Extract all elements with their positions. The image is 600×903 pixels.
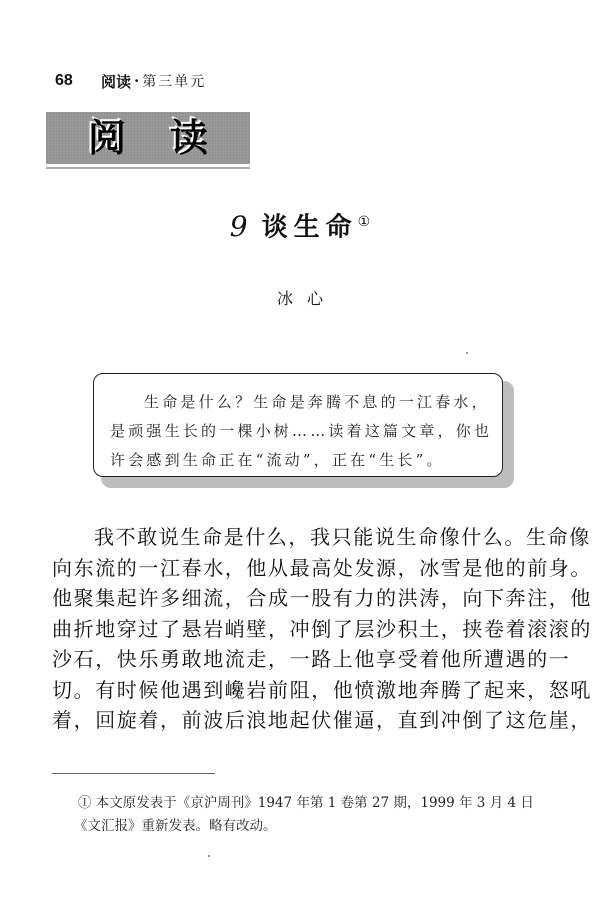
footnote <box>74 792 558 838</box>
footnote-line: 《文汇报》重新发表。略有改动。 <box>74 818 277 834</box>
running-head <box>55 70 206 92</box>
lesson-title-text: 谈生命 <box>261 212 358 243</box>
banner-char: 读 <box>170 116 209 160</box>
running-head-section: 阅读 <box>101 72 132 91</box>
body-line: 向东流的一江春水，他从最高处发源，冰雪是他的前身。 <box>52 555 592 580</box>
body-line: 沙石，快乐勇敢地流走，一路上他享受着他所遭遇的一 <box>52 647 571 671</box>
body-line: 曲折地穿过了悬岩峭壁，冲倒了层沙积土，挟卷着滚滚的 <box>52 616 592 641</box>
footnote-line: ① 本文原发表于《京沪周刊》1947 年第 1 卷第 27 期，1999 年 3 月 4 日 <box>78 795 534 811</box>
intro-line: 是顽强生长的一棵小树……读着这篇文章，你也 <box>110 422 493 440</box>
body-text <box>52 522 592 736</box>
print-speck <box>466 352 468 354</box>
body-line: 着，回旋着，前波后浪地起伏催逼，直到冲倒了这危崖， <box>52 708 592 732</box>
lesson-number: 9 <box>229 209 248 243</box>
section-banner <box>46 112 250 164</box>
lesson-title <box>0 205 600 245</box>
author-name: 冰心 <box>276 289 337 308</box>
page-number: 68 <box>55 72 73 89</box>
footnote-marker: ① <box>357 214 371 230</box>
print-speck <box>208 855 210 857</box>
intro-line: 许会感到生命正在“流动”，正在“生长”。 <box>110 451 445 469</box>
intro-box <box>93 373 503 477</box>
banner-underline <box>46 167 250 169</box>
body-line: 切。有时候他遇到巉岩前阻，他愤激地奔腾了起来，怒吼 <box>52 677 592 702</box>
banner-char: 阅 <box>87 116 126 160</box>
intro-line: 生命是什么？生命是奔腾不息的一江春水， <box>144 393 490 411</box>
body-line: 我不敢说生命是什么，我只能说生命像什么。生命像 <box>94 525 591 549</box>
running-head-unit: 第三单元 <box>142 74 207 90</box>
footnote-divider <box>52 773 215 774</box>
running-head-separator: · <box>134 72 140 90</box>
body-line: 他聚集起许多细流，合成一股有力的洪涛，向下奔注，他 <box>52 586 592 610</box>
